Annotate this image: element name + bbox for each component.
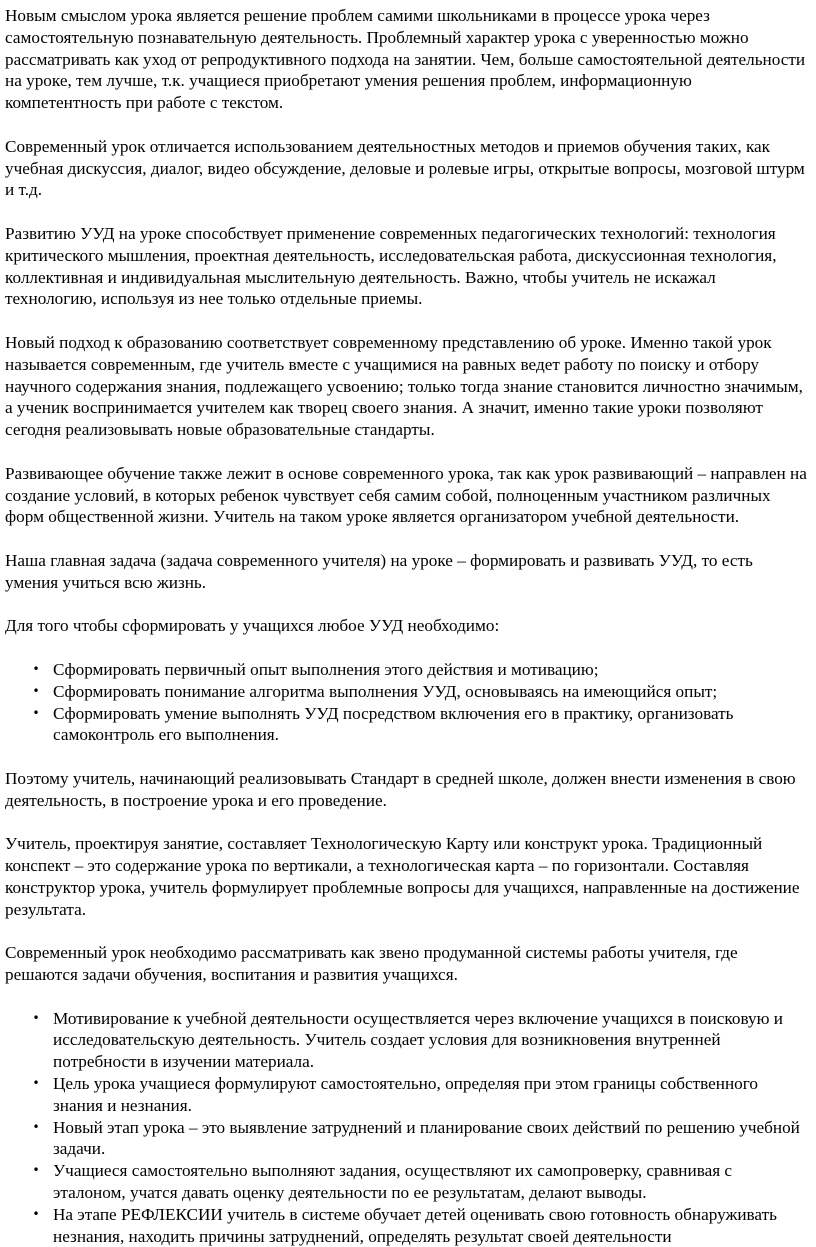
paragraph-8: Поэтому учитель, начинающий реализовывать Стандарт в средней школе, должен внести изменения в свою деятельность, в построение урока и его проведение. xyxy=(5,768,796,810)
paragraph-2: Современный урок отличается использованием деятельностных методов и приемов обучения таких, как учебная дискуссия, диалог, видео обсуждение, деловые и ролевые игры, открытые вопросы, мозговой штурм и т.д. xyxy=(5,136,805,200)
list-item-text: Сформировать первичный опыт выполнения этого действия и мотивацию; xyxy=(53,659,599,679)
list-item xyxy=(5,659,809,681)
bullet-list-1 xyxy=(5,659,809,746)
bullet-icon: • xyxy=(32,1076,40,1091)
list-item xyxy=(5,1073,809,1117)
bullet-icon: • xyxy=(32,661,40,676)
bullet-icon: • xyxy=(32,1119,40,1134)
list-item-text: Цель урока учащиеся формулируют самостоятельно, определяя при этом границы собственного знания и незнания. xyxy=(53,1074,758,1115)
paragraph-3: Развитию УУД на уроке способствует применение современных педагогических технологий: технология критического мышления, проектная деятельность, исследовательская работа, дискуссионная технология, коллективная и индивидуальная мыслительную деятельность. Важно, чтобы учитель не искажал технологию, используя из нее только отдельные приемы. xyxy=(5,223,777,309)
list-item-text: Мотивирование к учебной деятельности осуществляется через включение учащихся в поисковую и исследовательскую деятельность. Учитель создает условия для возникновения внутренней потребности в изучении материала. xyxy=(53,1008,783,1072)
paragraph-5: Развивающее обучение также лежит в основе современного урока, так как урок развивающий – направлен на создание условий, в которых ребенок чувствует себя самим собой, полноценным участником различных форм общественной жизни. Учитель на таком уроке является организатором учебной деятельности. xyxy=(5,463,807,527)
list-item xyxy=(5,681,809,703)
paragraph-4: Новый подход к образованию соответствует современному представлению об уроке. Именно такой урок называется современным, где учитель вместе с учащимися на равных ведет работу по поиску и отбору научного содержания знания, подлежащего усвоению; только тогда знание становится личностно значимым, а ученик воспринимается учителем как творец своего знания. А значит, именно такие уроки позволяют сегодня реализовывать новые образовательные стандарты. xyxy=(5,332,803,440)
paragraph-9: Учитель, проектируя занятие, составляет Технологическую Карту или конструкт урока. Традиционный конспект – это содержание урока по вертикали, а технологическая карта – по горизонтали. Составляя конструктор урока, учитель формулирует проблемные вопросы для учащихся, направленные на достижение результата. xyxy=(5,834,800,919)
bullet-icon: • xyxy=(32,1163,40,1178)
list-item xyxy=(5,1117,809,1161)
bullet-icon: • xyxy=(32,1010,40,1025)
list-item-text: Новый этап урока – это выявление затруднений и планирование своих действий по решению учебной задачи. xyxy=(53,1117,800,1159)
list-item xyxy=(5,1204,809,1247)
paragraph-7: Для того чтобы сформировать у учащихся любое УУД необходимо: xyxy=(5,616,500,636)
list-item xyxy=(5,1008,809,1073)
paragraph-10: Современный урок необходимо рассматривать как звено продуманной системы работы учителя, где решаются задачи обучения, воспитания и развития учащихся. xyxy=(5,943,738,985)
paragraph-1: Новым смыслом урока является решение проблем самими школьниками в процессе урока через самостоятельную познавательную деятельность. Проблемный характер урока с уверенностью можно рассматривать как уход от репродуктивного подхода на занятии. Чем, больше самостоятельной деятельности на уроке, тем лучше, т.к. учащиеся приобретают умения решения проблем, информационную компетентность при работе с текстом. xyxy=(5,6,806,113)
list-item-text: Учащиеся самостоятельно выполняют задания, осуществляют их самопроверку, сравнивая с эталоном, учатся давать оценку деятельности по ее результатам, делают выводы. xyxy=(53,1161,733,1203)
list-item xyxy=(5,703,809,747)
list-item-text: Сформировать понимание алгоритма выполнения УУД, основываясь на имеющийся опыт; xyxy=(53,681,718,701)
list-item xyxy=(5,1160,809,1204)
paragraph-6: Наша главная задача (задача современного учителя) на уроке – формировать и развивать УУД, то есть умения учиться всю жизнь. xyxy=(5,550,753,592)
bullet-list-2 xyxy=(5,1008,809,1247)
list-item-text: Сформировать умение выполнять УУД посредством включения его в практику, организовать самоконтроль его выполнения. xyxy=(53,703,734,745)
bullet-icon: • xyxy=(32,683,40,698)
list-item-text: На этапе РЕФЛЕКСИИ учитель в системе обучает детей оценивать свою готовность обнаруживать незнания, находить причины затруднений, определять результат своей деятельности xyxy=(53,1204,777,1246)
bullet-icon: • xyxy=(32,705,40,720)
bullet-icon: • xyxy=(32,1206,40,1221)
